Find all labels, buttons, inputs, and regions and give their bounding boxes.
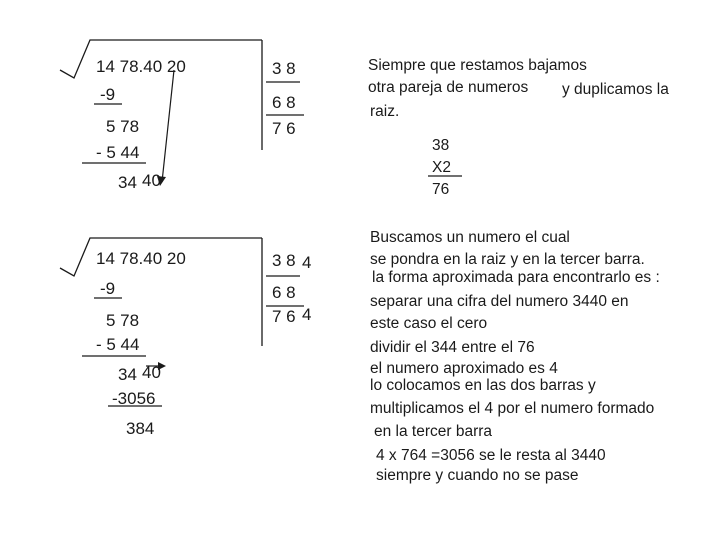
remainder-2a-bottom: 34 [118, 365, 137, 384]
root-digits-top: 3 8 [272, 59, 296, 78]
root-digit-added: 4 [302, 253, 312, 272]
explanation-top-line-3: y duplicamos la [562, 81, 669, 98]
third-bar-top: 7 6 [272, 119, 296, 138]
explanation-bottom-line-10: en la tercer barra [374, 423, 493, 440]
explanation-bottom-line-2: se pondra en la raiz y en la tercer barra. [370, 251, 645, 268]
radicand-bottom: 14 78.40 20 [96, 249, 186, 268]
explanation-bottom-line-4: separar una cifra del numero 3440 en [370, 293, 629, 310]
remainder-2b-bottom: 40 [142, 363, 161, 382]
remainder-2a-top: 34 [118, 173, 137, 192]
explanation-bottom-line-7: el numero aproximado es 4 [370, 360, 558, 377]
explanation-top-line-2: otra pareja de numeros [368, 79, 529, 96]
third-bar-digit-added: 4 [302, 305, 312, 324]
explanation-bottom-line-11: 4 x 764 =3056 se le resta al 3440 [376, 447, 606, 464]
subtraction-3-bottom: -3056 [112, 389, 156, 408]
remainder-1-bottom: 5 78 [106, 311, 140, 330]
explanation-bottom-line-12: siempre y cuando no se pase [376, 467, 579, 484]
explanation-bottom-line-1: Buscamos un numero el cual [370, 229, 570, 246]
explanation-bottom-line-5: este caso el cero [370, 315, 488, 332]
remainder-1-top: 5 78 [106, 117, 140, 136]
remainder-2b-top: 40 [142, 171, 161, 190]
mini-multiplicand: 38 [432, 137, 450, 154]
mini-multiplier: X2 [432, 159, 451, 176]
radicand-top: 14 78.40 20 [96, 57, 186, 76]
subtraction-1-bottom: -9 [100, 279, 116, 298]
explanation-top-line-4: raiz. [370, 103, 400, 120]
explanation-top-line-1: Siempre que restamos bajamos [368, 57, 587, 74]
double-row-bottom: 6 8 [272, 283, 296, 302]
subtraction-2-bottom: - 5 44 [96, 335, 140, 354]
subtraction-1-top: -9 [100, 85, 116, 104]
double-row-top: 6 8 [272, 93, 296, 112]
root-digits-bottom: 3 8 [272, 251, 296, 270]
arrow-shaft-top [162, 70, 174, 182]
subtraction-2-top: - 5 44 [96, 143, 140, 162]
remainder-3-bottom: 384 [126, 419, 155, 438]
explanation-bottom-line-8: lo colocamos en las dos barras y [370, 377, 596, 394]
explanation-bottom-line-9: multiplicamos el 4 por el numero formado [370, 400, 655, 417]
explanation-bottom-line-6: dividir el 344 entre el 76 [370, 339, 535, 356]
third-bar-bottom: 7 6 [272, 307, 296, 326]
mini-product: 76 [432, 181, 450, 198]
explanation-bottom-line-3: la forma aproximada para encontrarlo es : [372, 269, 660, 286]
